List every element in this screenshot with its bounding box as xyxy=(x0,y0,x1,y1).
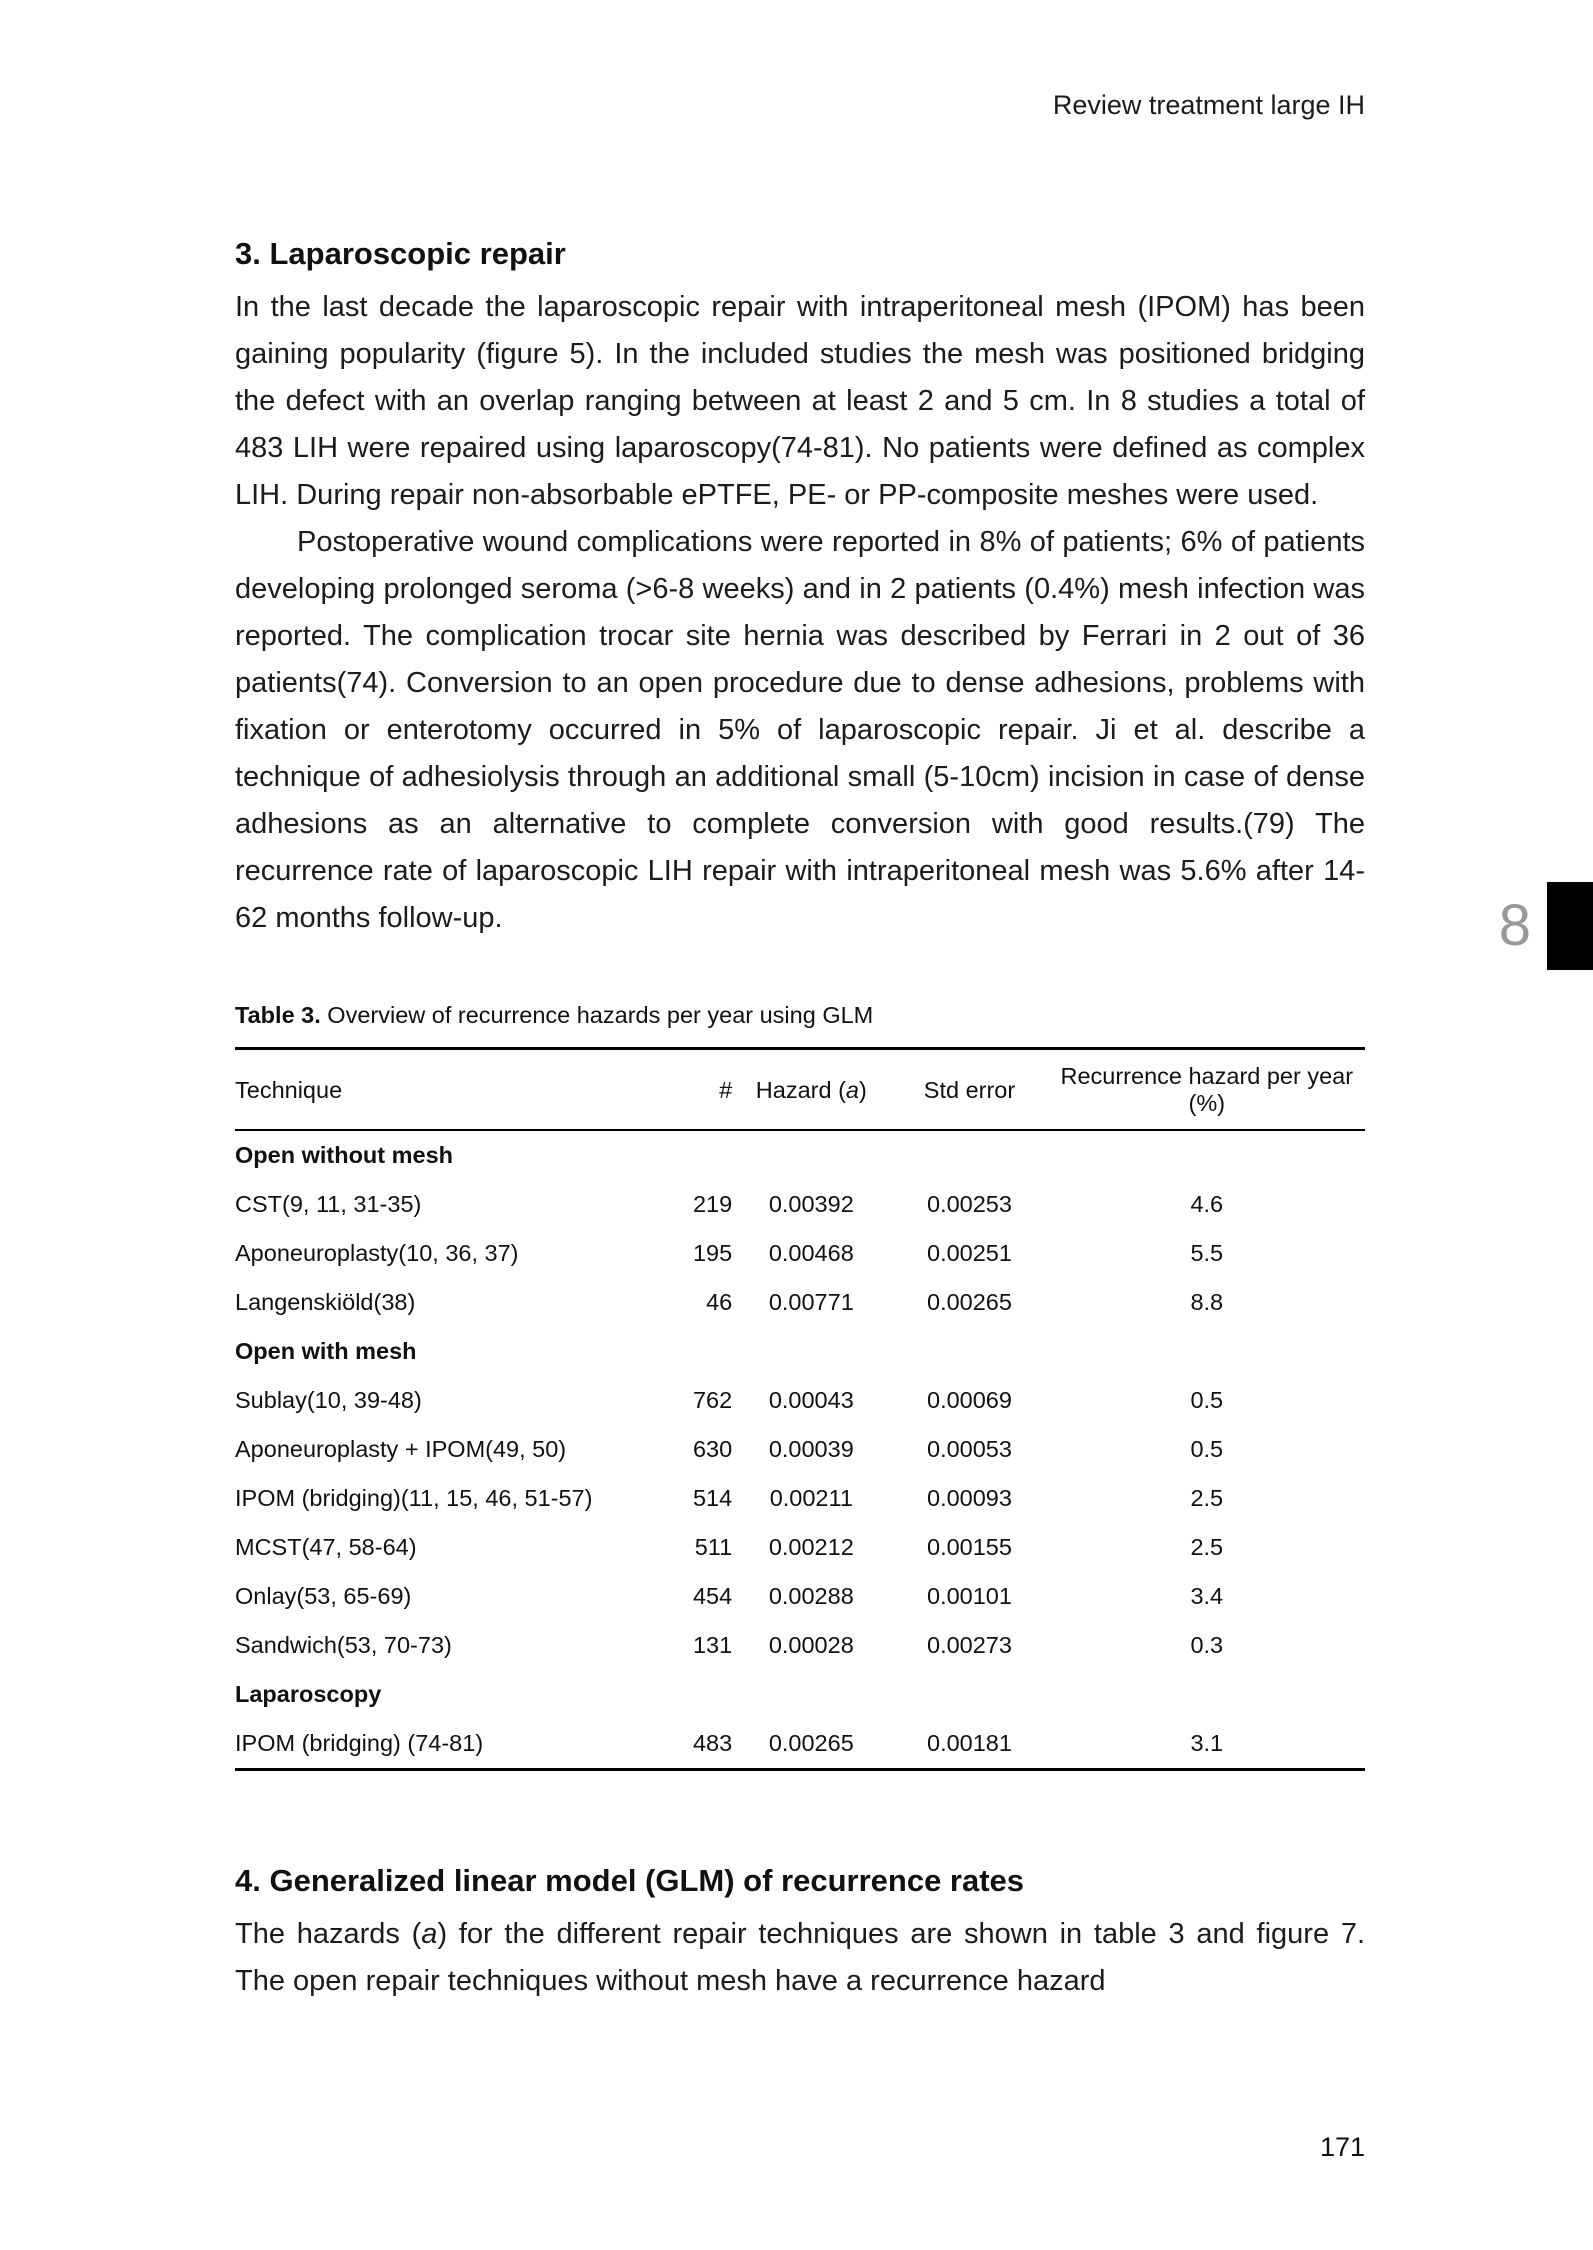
group-label: Open with mesh xyxy=(235,1338,417,1364)
page-number: 171 xyxy=(1319,2132,1365,2162)
cell-hazard: 0.00265 xyxy=(768,1730,854,1756)
table-row xyxy=(235,1376,1365,1425)
cell-technique: Onlay(53, 65-69) xyxy=(235,1583,412,1609)
table-header-row xyxy=(235,1049,1365,1131)
cell-rate: 4.6 xyxy=(1190,1191,1224,1217)
section-3-heading: 3. Laparoscopic repair xyxy=(235,236,566,271)
section-4-heading: 4. Generalized linear model (GLM) of recurrence rates xyxy=(235,1863,1025,1898)
cell-std: 0.00251 xyxy=(927,1240,1012,1266)
table-caption xyxy=(235,1002,1365,1029)
cell-technique: Aponeuroplasty(10, 36, 37) xyxy=(235,1240,519,1266)
group-label: Laparoscopy xyxy=(235,1681,382,1707)
table-row xyxy=(235,1719,1365,1770)
cell-std: 0.00265 xyxy=(927,1289,1012,1315)
table-caption-label: Table 3. xyxy=(235,1002,321,1028)
table-row xyxy=(235,1180,1365,1229)
cell-n: 454 xyxy=(692,1583,733,1609)
cell-std: 0.00155 xyxy=(927,1534,1012,1560)
section-4-paragraph: The hazards (a) for the different repair techniques are shown in table 3 and figure 7. The open repair techniques without mesh have a recurrence hazard xyxy=(235,1918,1366,1997)
cell-technique: CST(9, 11, 31-35) xyxy=(235,1191,422,1217)
recurrence-table-head xyxy=(235,1049,1365,1131)
cell-n: 511 xyxy=(694,1534,733,1560)
cell-technique: Sublay(10, 39-48) xyxy=(235,1387,422,1413)
table-row xyxy=(235,1474,1365,1523)
cell-n: 762 xyxy=(692,1387,733,1413)
cell-rate: 0.3 xyxy=(1190,1632,1224,1658)
section-4 xyxy=(235,1863,1365,2005)
section-3-paragraph-2: Postoperative wound complications were reported in 8% of patients; 6% of patients developing prolonged seroma (>6-8 weeks) and in 2 patients (0.4%) mesh infection was reported. The complication trocar site hernia was described by Ferrari in 2 out of 36 patients(74). Conversion to an open procedure due to dense adhesions, problems with fixation or enterotomy occurred in 5% of laparoscopic repair. Ji et al. describe a technique of adhesiolysis through an additional small (5-10cm) incision in case of dense adhesions as an alternative to complete conversion with good results.(79) The recurrence rate of laparoscopic LIH repair with intraperitoneal mesh was 5.6% after 14-62 months follow-up. xyxy=(235,526,1365,934)
cell-rate: 8.8 xyxy=(1190,1289,1224,1315)
cell-n: 514 xyxy=(692,1485,733,1511)
cell-hazard: 0.00392 xyxy=(768,1191,854,1217)
section-3-paragraph-1: In the last decade the laparoscopic repair with intraperitoneal mesh (IPOM) has been gaining popularity (figure 5). In the included studies the mesh was positioned bridging the defect with an overlap ranging between at least 2 and 5 cm. In 8 studies a total of 483 LIH were repaired using laparoscopy(74-81). No patients were defined as complex LIH. During repair non-absorbable ePTFE, PE- or PP-composite meshes were used. xyxy=(235,291,1365,511)
cell-technique: IPOM (bridging) (74-81) xyxy=(235,1730,484,1756)
cell-rate: 2.5 xyxy=(1190,1534,1224,1560)
cell-technique: IPOM (bridging)(11, 15, 46, 51-57) xyxy=(235,1485,593,1511)
cell-hazard: 0.00771 xyxy=(768,1289,854,1315)
table-group-row xyxy=(235,1670,1365,1719)
cell-hazard: 0.00468 xyxy=(768,1240,854,1266)
cell-rate: 5.5 xyxy=(1190,1240,1224,1266)
cell-rate: 3.1 xyxy=(1190,1730,1224,1756)
header-technique: Technique xyxy=(235,1049,642,1131)
recurrence-table-body xyxy=(235,1130,1365,1770)
group-label: Open without mesh xyxy=(235,1142,454,1168)
table-caption-text: Overview of recurrence hazards per year using GLM xyxy=(320,1002,874,1028)
table-row xyxy=(235,1229,1365,1278)
cell-std: 0.00253 xyxy=(927,1191,1012,1217)
cell-technique: Aponeuroplasty + IPOM(49, 50) xyxy=(235,1436,567,1462)
cell-std: 0.00069 xyxy=(927,1387,1012,1413)
cell-rate: 0.5 xyxy=(1190,1387,1224,1413)
cell-technique: Sandwich(53, 70-73) xyxy=(235,1632,452,1658)
cell-n: 483 xyxy=(692,1730,733,1756)
cell-rate: 0.5 xyxy=(1190,1436,1224,1462)
table-row xyxy=(235,1523,1365,1572)
table-row xyxy=(235,1572,1365,1621)
cell-n: 131 xyxy=(692,1632,733,1658)
header-recurrence-hazard: Recurrence hazard per year (%) xyxy=(1049,1049,1365,1131)
cell-std: 0.00053 xyxy=(927,1436,1012,1462)
cell-hazard: 0.00028 xyxy=(768,1632,854,1658)
page-content xyxy=(235,236,1365,2005)
cell-n: 630 xyxy=(692,1436,733,1462)
chapter-marker xyxy=(1499,882,1593,970)
cell-technique: Langenskiöld(38) xyxy=(235,1289,416,1315)
cell-std: 0.00273 xyxy=(927,1632,1012,1658)
header-std-error: Std error xyxy=(890,1049,1048,1131)
cell-n: 46 xyxy=(706,1289,733,1315)
cell-std: 0.00181 xyxy=(927,1730,1012,1756)
cell-hazard: 0.00288 xyxy=(768,1583,854,1609)
cell-std: 0.00093 xyxy=(927,1485,1012,1511)
cell-std: 0.00101 xyxy=(927,1583,1012,1609)
cell-technique: MCST(47, 58-64) xyxy=(235,1534,417,1560)
chapter-number: 8 xyxy=(1498,893,1531,958)
table-row xyxy=(235,1278,1365,1327)
table-group-row xyxy=(235,1130,1365,1180)
cell-rate: 2.5 xyxy=(1190,1485,1224,1511)
header-hazard: Hazard (a) xyxy=(732,1049,890,1131)
table-group-row xyxy=(235,1327,1365,1376)
cell-n: 219 xyxy=(692,1191,733,1217)
running-header: Review treatment large IH xyxy=(1052,90,1365,120)
header-count: # xyxy=(642,1049,732,1131)
cell-hazard: 0.00043 xyxy=(768,1387,854,1413)
cell-hazard: 0.00211 xyxy=(769,1485,853,1511)
cell-hazard: 0.00039 xyxy=(768,1436,854,1462)
table-row xyxy=(235,1621,1365,1670)
chapter-tab-block xyxy=(1547,882,1593,970)
cell-n: 195 xyxy=(692,1240,733,1266)
recurrence-table xyxy=(235,1047,1365,1771)
table-row xyxy=(235,1425,1365,1474)
cell-rate: 3.4 xyxy=(1190,1583,1224,1609)
cell-hazard: 0.00212 xyxy=(768,1534,854,1560)
